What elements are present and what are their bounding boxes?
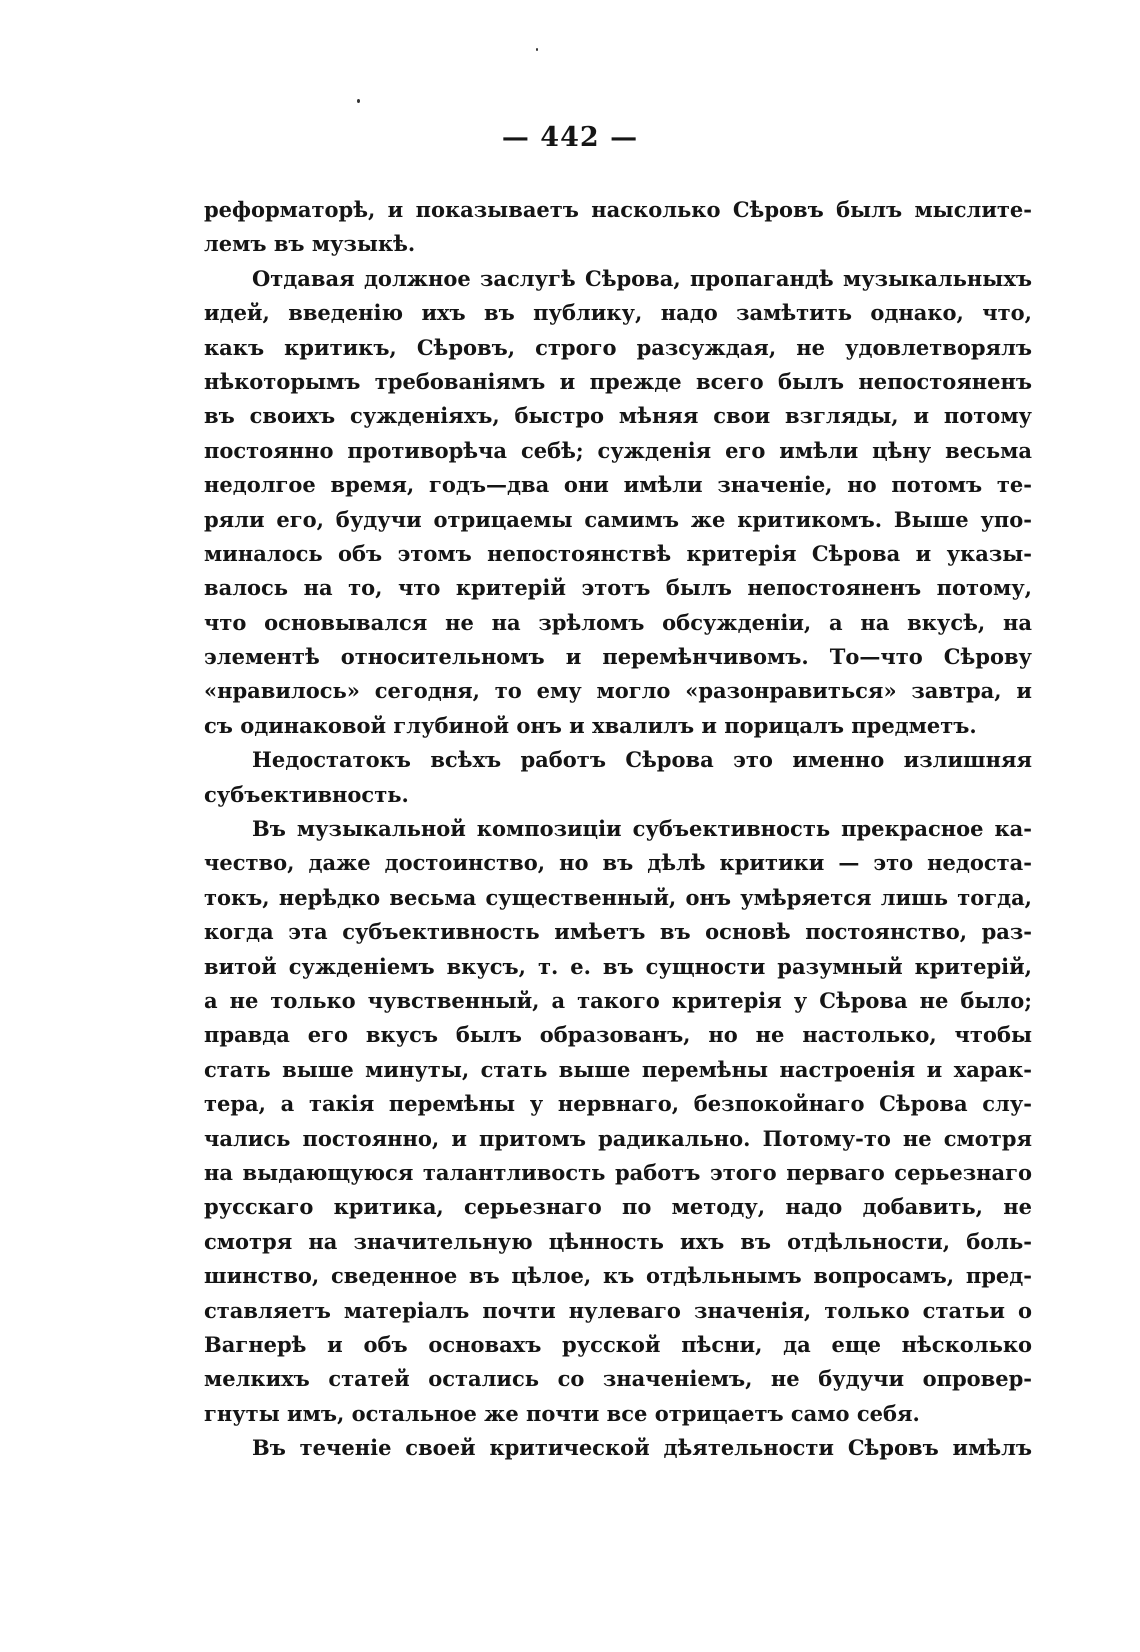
text-line: реформаторѣ, и показываетъ насколько Сѣровъ былъ мыслите-	[204, 197, 1032, 222]
text-line: стать выше минуты, стать выше перемѣны настроенія и харак-	[204, 1056, 1032, 1082]
text-line: Вагнерѣ и объ основахъ русской пѣсни, да еще нѣсколько	[204, 1331, 1032, 1357]
text-line: смотря на значительную цѣнность ихъ въ отдѣльности, боль-	[204, 1228, 1032, 1254]
text-line: элементѣ относительномъ и перемѣнчивомъ. То—что Сѣрову	[204, 644, 1032, 670]
text-line: чество, даже достоинство, но въ дѣлѣ критики — это недоста-	[204, 850, 1032, 876]
text-line: Отдавая должное заслугѣ Сѣрова, пропагандѣ музыкальныхъ	[252, 265, 1032, 291]
body-text	[204, 193, 1032, 1465]
text-line: ряли его, будучи отрицаемы самимъ же критикомъ. Выше упо-	[204, 506, 1032, 532]
text-line: «нравилось» сегодня, то ему могло «разонравиться» завтра, и	[204, 678, 1032, 704]
ink-speck	[357, 99, 360, 103]
text-line: субъективность.	[204, 781, 409, 807]
text-line: миналось объ этомъ непостоянствѣ критерія Сѣрова и указы-	[204, 540, 1032, 566]
text-line: Въ теченіе своей критической дѣятельности Сѣровъ имѣлъ	[252, 1435, 1032, 1461]
text-line: тера, а такія перемѣны у нервнаго, безпокойнаго Сѣрова слу-	[204, 1091, 1032, 1117]
text-line: нѣкоторымъ требованіямъ и прежде всего былъ непостояненъ	[204, 368, 1032, 394]
text-line: какъ критикъ, Сѣровъ, строго разсуждая, не удовлетворялъ	[204, 334, 1032, 360]
text-line: недолгое время, годъ—два они имѣли значеніе, но потомъ те-	[204, 472, 1032, 498]
page-number: — 442 —	[501, 122, 639, 153]
text-line: Въ музыкальной композиціи субъективность прекрасное ка-	[252, 816, 1032, 842]
paragraph	[204, 193, 1032, 262]
text-line: мелкихъ статей остались со значеніемъ, не будучи опровер-	[204, 1366, 1032, 1392]
text-line: идей, введенію ихъ въ публику, надо замѣтить однако, что,	[204, 300, 1032, 326]
text-line: токъ, нерѣдко весьма существенный, онъ умѣряется лишь тогда,	[204, 884, 1032, 910]
text-line: гнуты имъ, остальное же почти все отрицаетъ само себя.	[204, 1400, 920, 1426]
text-line: валось на то, что критерій этотъ былъ непостояненъ потому,	[204, 575, 1032, 601]
paragraph	[204, 262, 1032, 743]
text-line: правда его вкусъ былъ образованъ, но не настолько, чтобы	[204, 1022, 1032, 1048]
text-line: на выдающуюся талантливость работъ этого перваго серьезнаго	[204, 1159, 1032, 1185]
paragraph	[204, 812, 1032, 1431]
text-line: а не только чувственный, а такого критерія у Сѣрова не было;	[204, 987, 1032, 1013]
text-line: шинство, сведенное въ цѣлое, къ отдѣльнымъ вопросамъ, пред-	[204, 1263, 1032, 1289]
text-line: постоянно противорѣча себѣ; сужденія его имѣли цѣну весьма	[204, 437, 1032, 463]
paragraph	[204, 743, 1032, 812]
text-line: съ одинаковой глубиной онъ и хвалилъ и порицалъ предметъ.	[204, 712, 977, 738]
text-line: въ своихъ сужденіяхъ, быстро мѣняя свои взгляды, и потому	[204, 403, 1032, 429]
paragraph	[204, 1431, 1032, 1465]
text-line: лемъ въ музыкѣ.	[204, 231, 416, 257]
text-line: Недостатокъ всѣхъ работъ Сѣрова это именно излишняя	[252, 747, 1032, 773]
text-line: что основывался не на зрѣломъ обсужденіи, а на вкусѣ, на	[204, 609, 1032, 635]
text-line: русскаго критика, серьезнаго по методу, надо добавить, не	[204, 1194, 1032, 1220]
text-line: ставляетъ матеріалъ почти нулеваго значенія, только статьи о	[204, 1297, 1032, 1323]
text-line: витой сужденіемъ вкусъ, т. е. въ сущности разумный критерій,	[204, 953, 1032, 979]
ink-speck	[536, 48, 538, 51]
text-line: чались постоянно, и притомъ радикально. Потому-то не смотря	[204, 1125, 1032, 1151]
text-line: когда эта субъективность имѣетъ въ основѣ постоянство, раз-	[204, 919, 1032, 945]
